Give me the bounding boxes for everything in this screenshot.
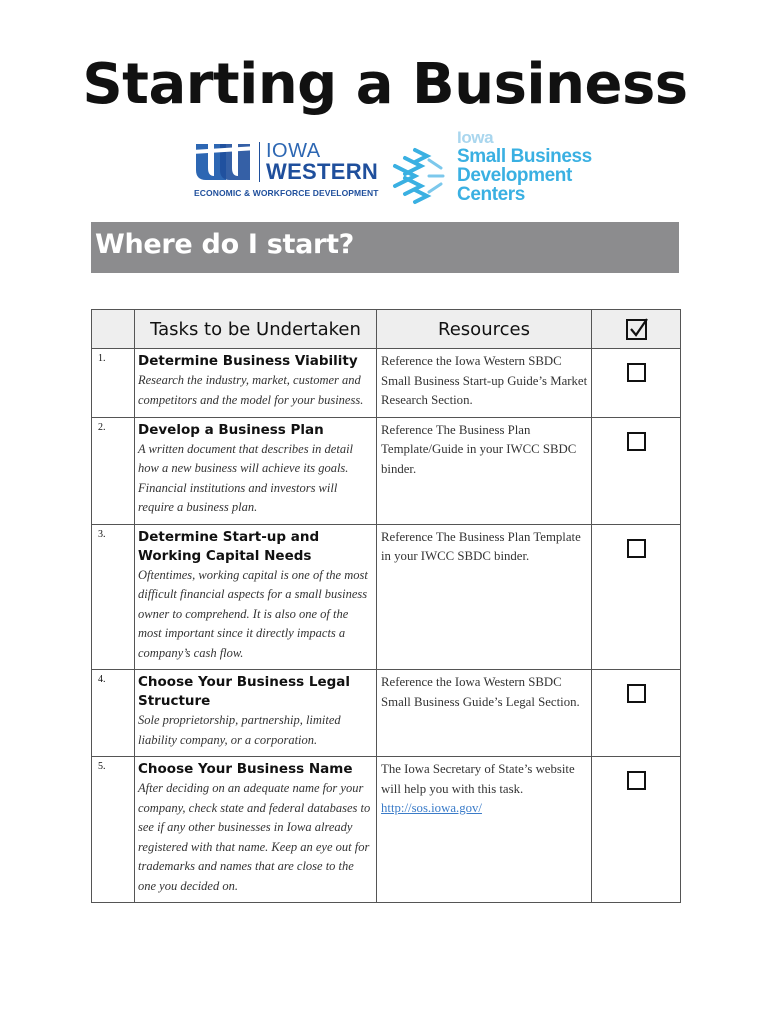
task-cell bbox=[135, 417, 377, 524]
sbdc-logo-line4: Centers bbox=[457, 184, 525, 205]
check-cell bbox=[592, 670, 681, 757]
sbdc-mark-icon bbox=[385, 146, 447, 206]
task-title: Determine Start-up and Working Capital Needs bbox=[138, 528, 320, 564]
task-title: Develop a Business Plan bbox=[138, 421, 324, 438]
page-title: Starting a Business bbox=[82, 52, 688, 117]
section-heading: Where do I start? bbox=[95, 229, 355, 260]
header-number bbox=[92, 310, 135, 349]
resource-text: Reference The Business Plan Template/Guide in your IWCC SBDC binder. bbox=[381, 422, 577, 476]
check-cell bbox=[592, 757, 681, 903]
task-description: After deciding on an adequate name for your company, check state and federal databases to see if any other businesses in Iowa already registered with that name. Keep an eye out for trademarks and names that are close to the one you decided on. bbox=[138, 781, 371, 893]
sbdc-logo bbox=[385, 128, 595, 208]
logo-divider bbox=[259, 142, 260, 182]
resource-link[interactable]: http://sos.iowa.gov/ bbox=[381, 801, 482, 815]
table-row bbox=[92, 670, 681, 757]
task-title: Choose Your Business Legal Structure bbox=[138, 674, 350, 709]
resource-cell bbox=[377, 757, 592, 903]
iowa-western-mark-icon bbox=[192, 140, 258, 184]
resource-text: The Iowa Secretary of State’s website will help you with this task. bbox=[381, 762, 575, 796]
task-checkbox[interactable] bbox=[627, 771, 646, 790]
task-cell bbox=[135, 670, 377, 757]
task-title: Choose Your Business Name bbox=[138, 761, 353, 777]
sbdc-logo-text bbox=[457, 128, 592, 204]
task-description: Sole proprietorship, partnership, limited liability company, or a corporation. bbox=[138, 713, 341, 747]
iowa-western-logo bbox=[192, 140, 379, 202]
resource-cell bbox=[377, 417, 592, 524]
task-cell bbox=[135, 757, 377, 903]
table-row bbox=[92, 349, 681, 418]
check-cell bbox=[592, 524, 681, 670]
task-checkbox[interactable] bbox=[627, 363, 646, 382]
logo-tagline: ECONOMIC & WORKFORCE DEVELOPMENT bbox=[194, 188, 379, 198]
task-cell bbox=[135, 349, 377, 418]
sbdc-logo-line2: Small Business bbox=[457, 146, 592, 167]
checkmark-icon bbox=[626, 319, 647, 340]
row-number: 1. bbox=[92, 349, 135, 418]
tasks-table bbox=[91, 309, 681, 903]
task-checkbox[interactable] bbox=[627, 432, 646, 451]
header-resources: Resources bbox=[377, 310, 592, 349]
resource-cell bbox=[377, 670, 592, 757]
resource-cell bbox=[377, 349, 592, 418]
task-checkbox[interactable] bbox=[627, 684, 646, 703]
task-description: A written document that describes in detail how a new business will achieve its goals. Financial institutions and investors will require a business plan. bbox=[138, 441, 354, 514]
row-number: 5. bbox=[92, 757, 135, 903]
logo-text-western: WESTERN bbox=[266, 159, 379, 184]
row-number: 3. bbox=[92, 524, 135, 670]
resource-text: Reference the Iowa Western SBDC Small Business Start-up Guide’s Market Research Section. bbox=[381, 354, 588, 407]
table-row bbox=[92, 524, 681, 670]
task-description: Oftentimes, working capital is one of the most difficult financial aspects for a small business owner to comprehend. It is also one of the most important since it directly impacts a company’s cash flow. bbox=[138, 567, 368, 660]
resource-text: Reference The Business Plan Template in your IWCC SBDC binder. bbox=[381, 529, 581, 563]
check-cell bbox=[592, 349, 681, 418]
header-tasks: Tasks to be Undertaken bbox=[135, 310, 377, 349]
task-cell bbox=[135, 524, 377, 670]
section-heading-band bbox=[91, 222, 679, 273]
check-cell bbox=[592, 417, 681, 524]
sbdc-logo-line3: Development bbox=[457, 165, 572, 186]
table-row bbox=[92, 417, 681, 524]
row-number: 4. bbox=[92, 670, 135, 757]
task-description: Research the industry, market, customer and competitors and the model for your business. bbox=[138, 373, 364, 407]
task-title: Determine Business Viability bbox=[138, 353, 358, 369]
resource-cell bbox=[377, 524, 592, 670]
table-header-row bbox=[92, 310, 681, 349]
row-number: 2. bbox=[92, 417, 135, 524]
header-check bbox=[592, 310, 681, 349]
resource-text: Reference the Iowa Western SBDC Small Business Guide’s Legal Section. bbox=[381, 675, 580, 709]
logo-text-iowa: IOWA bbox=[266, 140, 321, 162]
task-checkbox[interactable] bbox=[627, 539, 646, 558]
sbdc-logo-line1: Iowa bbox=[457, 128, 494, 147]
table-row bbox=[92, 757, 681, 903]
